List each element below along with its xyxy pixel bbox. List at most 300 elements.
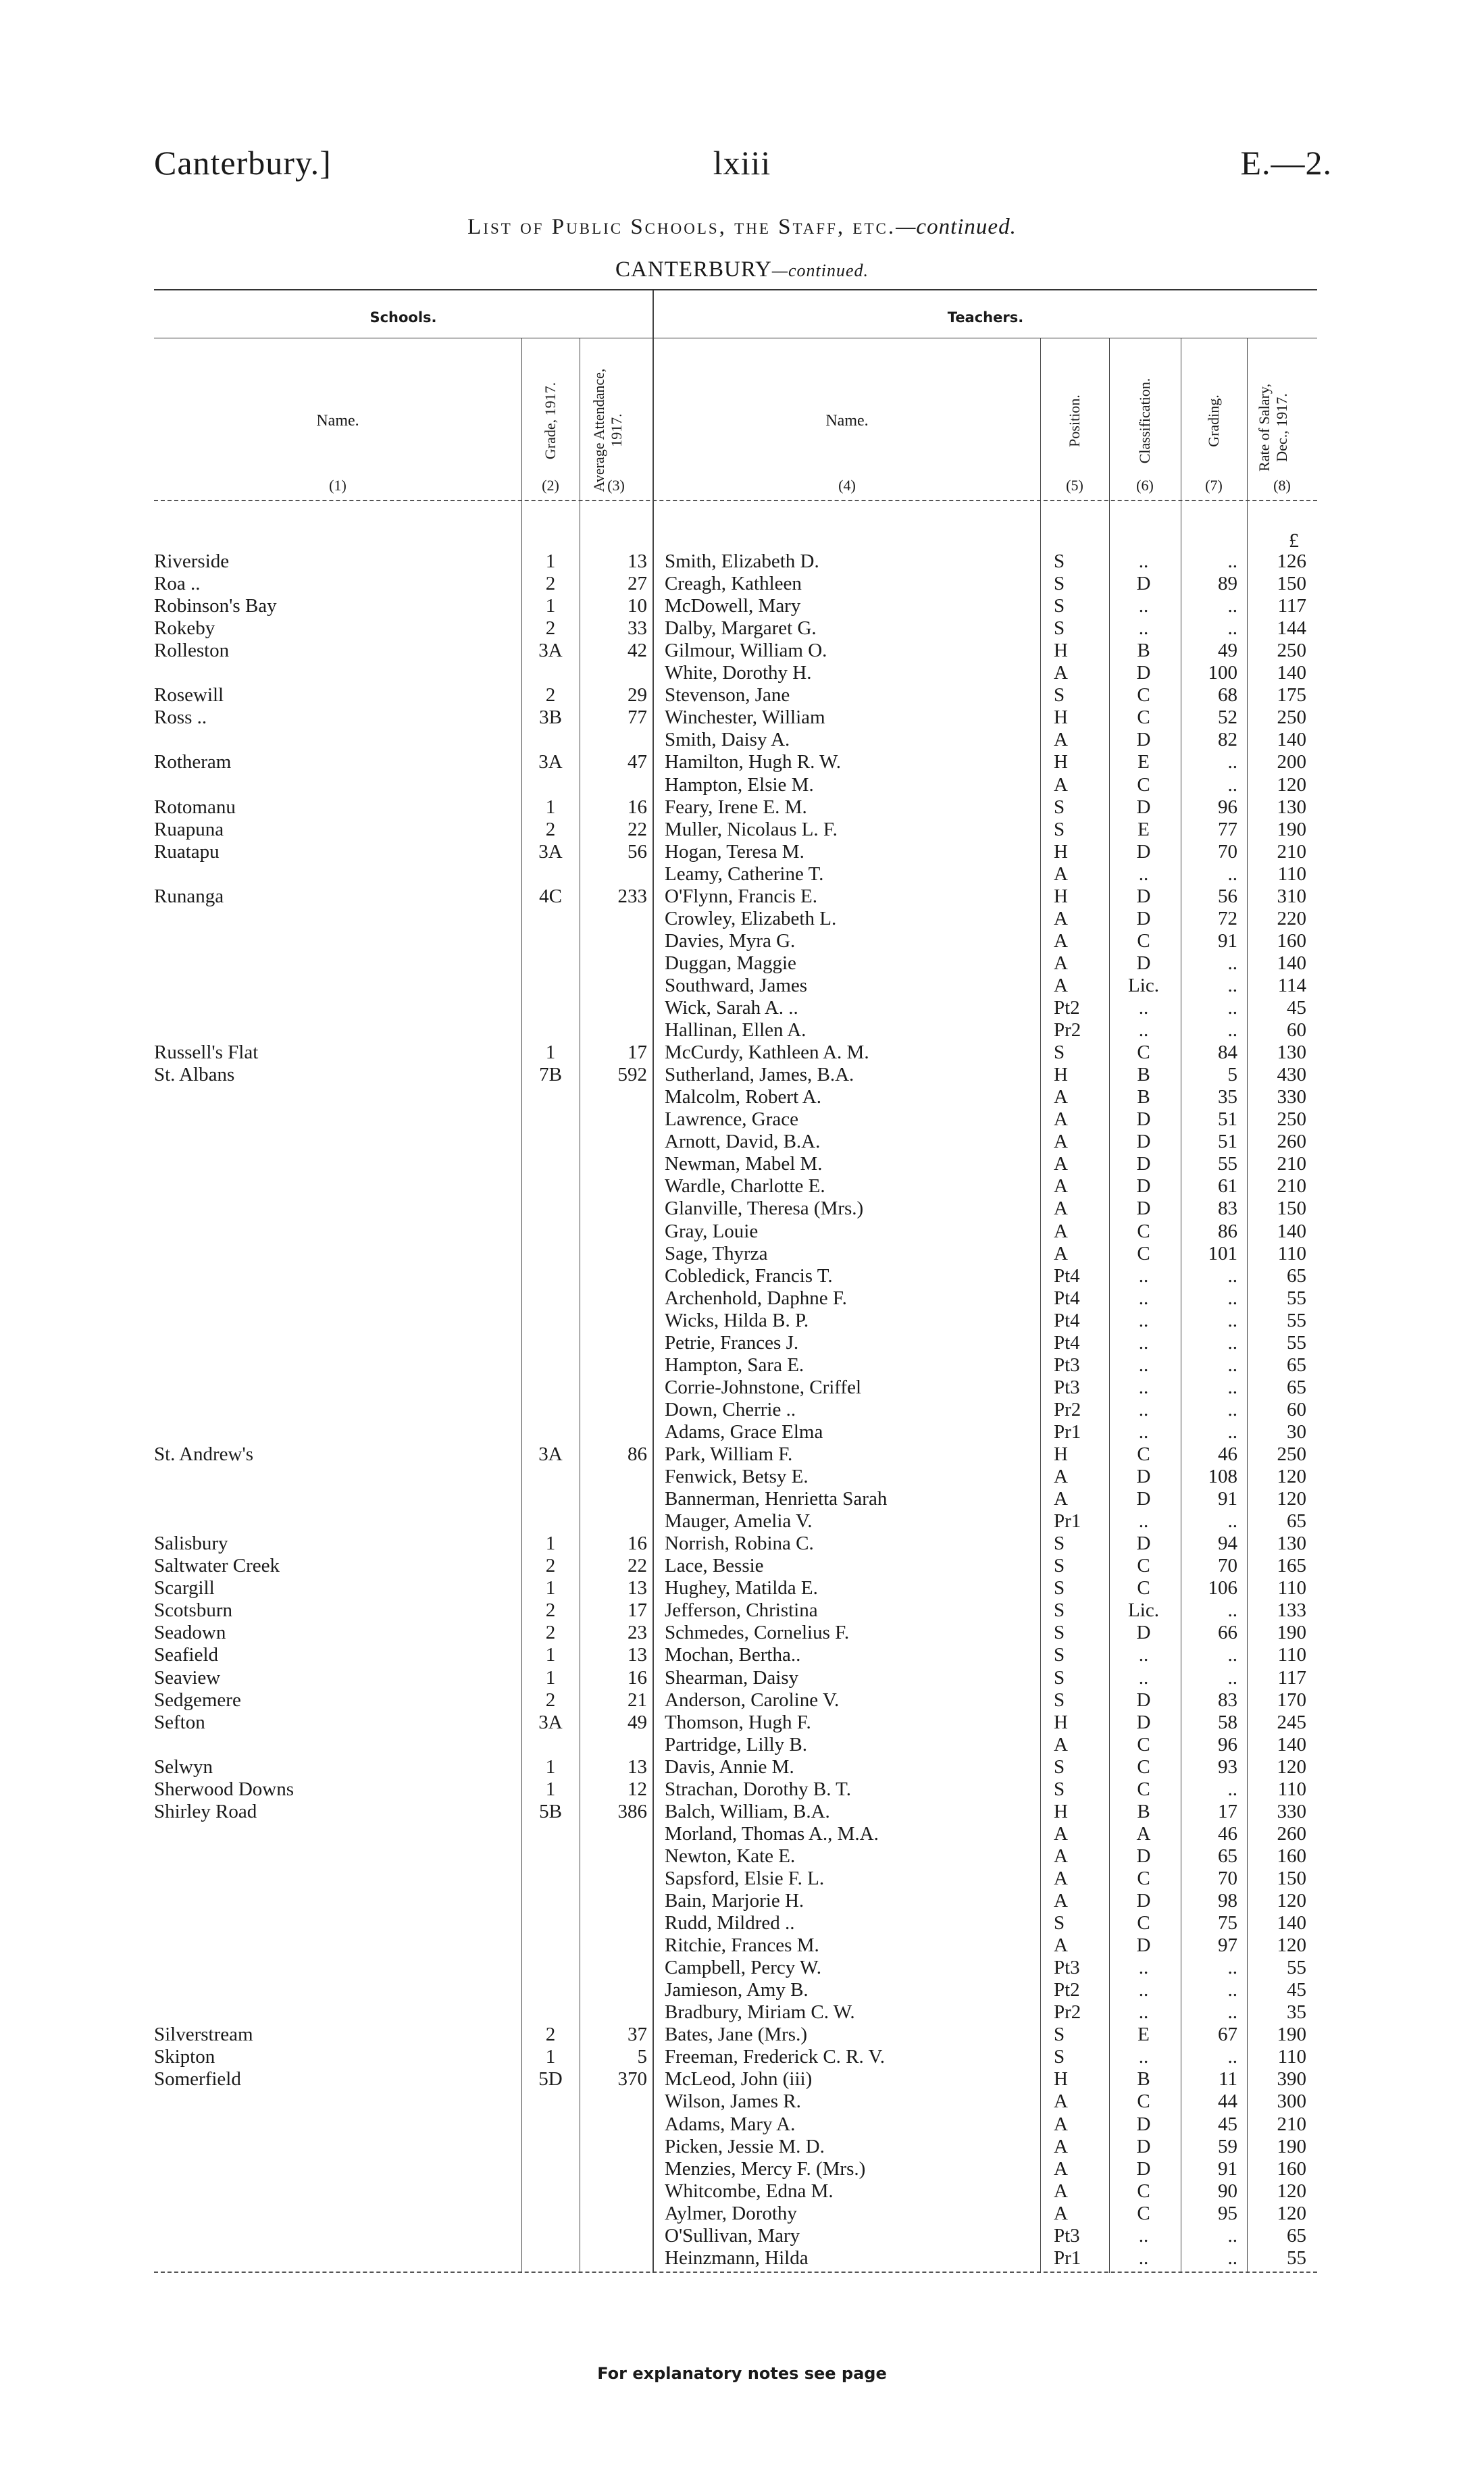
grade-cell: 1 (545, 1755, 556, 1778)
classification-cell: B (1137, 1086, 1150, 1108)
position-cell: A (1054, 907, 1068, 929)
col-number-4: (4) (838, 477, 856, 494)
attendance-cell: 56 (628, 840, 647, 863)
teacher-name-header: Name. (825, 412, 869, 430)
attendance-cell: 233 (617, 885, 647, 907)
teacher-name-cell: Lawrence, Grace (665, 1108, 799, 1131)
salary-cell: 120 (1277, 1488, 1306, 1510)
table-row (0, 1957, 1484, 1979)
grading-cell: 65 (1218, 1845, 1237, 1867)
attendance-cell: 42 (628, 640, 647, 662)
grading-cell: 95 (1218, 2202, 1237, 2224)
position-cell: H (1054, 751, 1068, 773)
salary-cell: 210 (1277, 1175, 1306, 1198)
teacher-name-cell: Hampton, Sara E. (665, 1354, 804, 1376)
salary-cell: 30 (1287, 1420, 1306, 1443)
salary-cell: 133 (1277, 1599, 1306, 1622)
attendance-cell: 16 (628, 1533, 647, 1555)
page-title-suffix: —continued. (896, 215, 1017, 239)
teacher-name-cell: Jefferson, Christina (665, 1599, 818, 1622)
grading-cell: .. (1227, 595, 1237, 617)
grading-cell: 91 (1218, 2157, 1237, 2180)
salary-cell: 130 (1277, 1533, 1306, 1555)
grade-cell: 2 (545, 684, 556, 707)
classification-cell: D (1136, 1175, 1151, 1198)
salary-cell: 150 (1277, 573, 1306, 595)
table-row (0, 1712, 1484, 1734)
grading-cell: .. (1227, 1287, 1237, 1309)
classification-cell: B (1137, 1800, 1150, 1822)
table-row (0, 707, 1484, 729)
page-number: lxiii (713, 144, 771, 182)
grading-cell: 89 (1218, 573, 1237, 595)
grading-cell: 77 (1218, 818, 1237, 840)
table-row (0, 1890, 1484, 1912)
position-cell: S (1054, 1533, 1065, 1555)
school-name-cell: Roa .. (154, 573, 201, 595)
teacher-name-cell: Smith, Elizabeth D. (665, 550, 819, 572)
salary-cell: 430 (1277, 1064, 1306, 1086)
teacher-name-cell: Ritchie, Frances M. (665, 1934, 819, 1957)
classification-cell: C (1137, 773, 1150, 796)
teacher-name-cell: Fenwick, Betsy E. (665, 1466, 809, 1488)
teacher-name-cell: Arnott, David, B.A. (665, 1131, 821, 1153)
salary-cell: 190 (1277, 818, 1306, 840)
teacher-name-cell: Winchester, William (665, 707, 825, 729)
classification-cell: C (1137, 1755, 1150, 1778)
grading-cell: .. (1227, 1420, 1237, 1443)
table-row (0, 1801, 1484, 1823)
table-row (0, 617, 1484, 640)
table-row (0, 1243, 1484, 1265)
running-header-right: E.—2. (1240, 144, 1332, 182)
table-row (0, 1689, 1484, 1712)
position-cell: Pt2 (1054, 997, 1080, 1019)
table-row (0, 1466, 1484, 1488)
school-name-cell: Riverside (154, 550, 230, 572)
teacher-name-cell: Park, William F. (665, 1443, 793, 1465)
grading-cell: 83 (1218, 1198, 1237, 1220)
grading-cell: 55 (1218, 1153, 1237, 1175)
classification-cell: E (1137, 2024, 1150, 2046)
position-cell: S (1054, 1755, 1065, 1778)
teacher-name-cell: Wicks, Hilda B. P. (665, 1309, 809, 1331)
teacher-name-cell: Sage, Thyrza (665, 1242, 768, 1264)
table-row (0, 1756, 1484, 1778)
position-cell: A (1054, 1198, 1068, 1220)
table-row (0, 1354, 1484, 1377)
attendance-cell: 17 (628, 1042, 647, 1064)
teacher-name-cell: Freeman, Frederick C. R. V. (665, 2046, 885, 2068)
table-row (0, 662, 1484, 684)
teacher-name-cell: Malcolm, Robert A. (665, 1086, 821, 1108)
col-number-3: (3) (607, 477, 625, 494)
classification-cell: C (1137, 1443, 1150, 1465)
table-row (0, 2024, 1484, 2046)
grading-cell: .. (1227, 1264, 1237, 1287)
grading-cell: .. (1227, 2046, 1237, 2068)
classification-cell: D (1136, 1153, 1151, 1175)
position-cell: A (1054, 1733, 1068, 1755)
table-row (0, 751, 1484, 773)
table-row (0, 1644, 1484, 1666)
grade-cell: 1 (545, 1778, 556, 1800)
position-cell: A (1054, 2113, 1068, 2135)
teacher-name-cell: Adams, Grace Elma (665, 1420, 823, 1443)
table-row (0, 2247, 1484, 2269)
salary-cell: 60 (1287, 1019, 1306, 1042)
grading-cell: .. (1227, 2001, 1237, 2024)
grading-cell: 94 (1218, 1533, 1237, 1555)
table-top-rule (154, 289, 1317, 290)
table-row (0, 952, 1484, 975)
position-cell: H (1054, 1800, 1068, 1822)
grading-cell: 51 (1218, 1108, 1237, 1131)
page-subtitle (0, 257, 1484, 282)
teacher-name-cell: Stevenson, Jane (665, 684, 790, 707)
classification-cell: E (1137, 751, 1150, 773)
salary-cell: 300 (1277, 2090, 1306, 2113)
salary-cell: 130 (1277, 1042, 1306, 1064)
school-name-cell: Seadown (154, 1622, 226, 1644)
teacher-name-cell: Mauger, Amelia V. (665, 1510, 813, 1533)
salary-cell: 55 (1287, 1331, 1306, 1354)
salary-cell: 110 (1277, 2046, 1306, 2068)
schools-group-header: Schools. (369, 309, 437, 326)
position-cell: H (1054, 1711, 1068, 1733)
position-cell: S (1054, 1689, 1065, 1711)
grading-cell: 83 (1218, 1689, 1237, 1711)
teacher-name-cell: Sutherland, James, B.A. (665, 1064, 854, 1086)
classification-cell: A (1136, 1822, 1151, 1845)
school-name-cell: Scotsburn (154, 1599, 232, 1622)
school-name-cell: Scargill (154, 1577, 215, 1599)
salary-cell: 120 (1277, 1890, 1306, 1911)
classification-cell: E (1137, 818, 1150, 840)
position-cell: S (1054, 818, 1065, 840)
salary-cell: 126 (1277, 550, 1306, 572)
classification-cell: D (1136, 907, 1151, 929)
teacher-name-cell: Rudd, Mildred .. (665, 1912, 795, 1934)
position-cell: A (1054, 1867, 1068, 1889)
school-name-cell: St. Albans (154, 1064, 235, 1086)
classification-cell: C (1137, 684, 1150, 707)
position-cell: A (1054, 773, 1068, 796)
table-row (0, 1868, 1484, 1890)
salary-cell: 175 (1277, 684, 1306, 707)
salary-cell: 310 (1277, 885, 1306, 907)
classification-cell: D (1136, 729, 1151, 751)
grading-cell: 93 (1218, 1755, 1237, 1778)
position-cell: S (1054, 1577, 1065, 1599)
col-number-2: (2) (542, 477, 559, 494)
classification-cell: .. (1138, 863, 1149, 885)
salary-cell: 150 (1277, 1198, 1306, 1220)
position-cell: S (1054, 2024, 1065, 2046)
grading-cell: .. (1227, 1510, 1237, 1533)
attendance-cell: 386 (617, 1800, 647, 1822)
table-row (0, 1131, 1484, 1153)
classification-cell: .. (1138, 1420, 1149, 1443)
teacher-name-cell: Sapsford, Elsie F. L. (665, 1867, 825, 1889)
teacher-name-cell: Wilson, James R. (665, 2090, 801, 2113)
school-name-cell: Seafield (154, 1644, 219, 1666)
salary-cell: 120 (1277, 773, 1306, 796)
salary-cell: 160 (1277, 929, 1306, 952)
grading-cell: 100 (1208, 662, 1237, 684)
position-cell: A (1054, 1822, 1068, 1845)
teacher-name-cell: Jamieson, Amy B. (665, 1979, 809, 2001)
table-row (0, 1175, 1484, 1198)
attendance-cell: 86 (628, 1443, 647, 1465)
grading-cell: .. (1227, 1331, 1237, 1354)
grading-cell: 17 (1218, 1800, 1237, 1822)
table-row (0, 2001, 1484, 2024)
grade-cell: 1 (545, 796, 556, 818)
salary-cell: 160 (1277, 1845, 1306, 1867)
classification-cell: D (1136, 573, 1151, 595)
teacher-name-cell: Davis, Annie M. (665, 1755, 794, 1778)
teacher-name-cell: Cobledick, Francis T. (665, 1264, 833, 1287)
grading-cell: .. (1227, 1354, 1237, 1376)
teachers-group-header: Teachers. (947, 309, 1024, 326)
classification-cell: .. (1138, 1979, 1149, 2001)
classification-cell: C (1137, 2202, 1150, 2224)
teacher-name-cell: Hampton, Elsie M. (665, 773, 814, 796)
position-cell: H (1054, 707, 1068, 729)
table-row (0, 930, 1484, 952)
attendance-cell: 22 (628, 1555, 647, 1577)
position-cell: A (1054, 974, 1068, 996)
salary-cell: 220 (1277, 907, 1306, 929)
grading-cell: 96 (1218, 1733, 1237, 1755)
position-cell: A (1054, 1220, 1068, 1242)
grade-cell: 1 (545, 1577, 556, 1599)
grading-cell: .. (1227, 1309, 1237, 1331)
school-name-cell: St. Andrew's (154, 1443, 254, 1465)
teacher-name-cell: Aylmer, Dorothy (665, 2202, 797, 2224)
table-row (0, 1019, 1484, 1042)
classification-cell: C (1137, 1867, 1150, 1889)
school-name-cell: Rokeby (154, 617, 215, 640)
teacher-name-cell: Menzies, Mercy F. (Mrs.) (665, 2157, 866, 2180)
classification-cell: D (1136, 1131, 1151, 1153)
teacher-name-cell: Archenhold, Daphne F. (665, 1287, 847, 1309)
grading-cell: 91 (1218, 1488, 1237, 1510)
classification-cell: B (1137, 640, 1150, 662)
classification-cell: .. (1138, 1666, 1149, 1689)
salary-cell: 110 (1277, 1778, 1306, 1800)
grading-cell: 56 (1218, 885, 1237, 907)
classification-cell: C (1137, 2090, 1150, 2113)
teacher-name-cell: McCurdy, Kathleen A. M. (665, 1042, 869, 1064)
teacher-name-cell: Gilmour, William O. (665, 640, 827, 662)
table-row (0, 573, 1484, 595)
position-cell: A (1054, 1466, 1068, 1488)
position-cell: A (1054, 662, 1068, 684)
grade-cell: 2 (545, 1622, 556, 1644)
classification-cell: .. (1138, 997, 1149, 1019)
attendance-cell: 370 (617, 2068, 647, 2090)
classification-cell: D (1136, 1108, 1151, 1131)
salary-cell: 45 (1287, 997, 1306, 1019)
teacher-name-cell: Hallinan, Ellen A. (665, 1019, 807, 1042)
grading-cell: 68 (1218, 684, 1237, 707)
salary-cell: 110 (1277, 1644, 1306, 1666)
grade-cell: 2 (545, 617, 556, 640)
position-cell: S (1054, 617, 1065, 640)
classification-cell: D (1136, 2113, 1151, 2135)
position-cell: A (1054, 863, 1068, 885)
col-number-7: (7) (1205, 477, 1223, 494)
classification-cell: .. (1138, 1354, 1149, 1376)
salary-cell: 114 (1277, 974, 1306, 996)
classification-cell: B (1137, 1064, 1150, 1086)
grading-cell: .. (1227, 1019, 1237, 1042)
position-cell: S (1054, 550, 1065, 572)
grade-cell: 3A (538, 751, 563, 773)
teacher-name-cell: O'Flynn, Francis E. (665, 885, 817, 907)
attendance-cell: 10 (628, 595, 647, 617)
salary-header: Rate of Salary, Dec., 1917. (1256, 384, 1290, 471)
position-cell: Pt3 (1054, 2224, 1080, 2247)
classification-cell: D (1136, 796, 1151, 818)
grading-cell: 59 (1218, 2135, 1237, 2157)
school-name-cell: Sedgemere (154, 1689, 241, 1711)
teacher-name-cell: Heinzmann, Hilda (665, 2247, 809, 2269)
classification-cell: .. (1138, 1510, 1149, 1533)
table-row (0, 2180, 1484, 2203)
teacher-name-cell: Schmedes, Cornelius F. (665, 1622, 850, 1644)
table-row (0, 1421, 1484, 1443)
attendance-cell: 27 (628, 573, 647, 595)
position-cell: Pt4 (1054, 1309, 1080, 1331)
table-row (0, 1153, 1484, 1175)
table-row (0, 729, 1484, 751)
grade-cell: 5D (538, 2068, 563, 2090)
table-row (0, 2046, 1484, 2068)
classification-cell: .. (1138, 1287, 1149, 1309)
classification-cell: D (1136, 885, 1151, 907)
page-title (0, 215, 1484, 240)
grading-cell: .. (1227, 751, 1237, 773)
salary-cell: 120 (1277, 1755, 1306, 1778)
grading-cell: 52 (1218, 707, 1237, 729)
table-row (0, 1912, 1484, 1934)
table-row (0, 2090, 1484, 2113)
classification-cell: D (1136, 1934, 1151, 1957)
col-number-5: (5) (1066, 477, 1083, 494)
teacher-name-cell: Feary, Irene E. M. (665, 796, 807, 818)
classification-cell: C (1137, 1042, 1150, 1064)
grading-cell: .. (1227, 1644, 1237, 1666)
teacher-name-cell: Bates, Jane (Mrs.) (665, 2024, 808, 2046)
grading-cell: .. (1227, 863, 1237, 885)
grading-cell: .. (1227, 773, 1237, 796)
running-header-left: Canterbury.] (154, 144, 332, 182)
position-cell: A (1054, 1153, 1068, 1175)
teacher-name-cell: Bannerman, Henrietta Sarah (665, 1488, 888, 1510)
grading-header: Grading. (1205, 394, 1222, 447)
school-name-header: Name. (316, 412, 359, 430)
table-row (0, 2158, 1484, 2180)
teacher-name-cell: Leamy, Catherine T. (665, 863, 824, 885)
salary-cell: 165 (1277, 1555, 1306, 1577)
grading-cell: 75 (1218, 1912, 1237, 1934)
school-name-cell: Shirley Road (154, 1800, 257, 1822)
teacher-name-cell: Lace, Bessie (665, 1555, 764, 1577)
classification-cell: Lic. (1128, 974, 1159, 996)
school-name-cell: Sherwood Downs (154, 1778, 295, 1800)
salary-cell: 35 (1287, 2001, 1306, 2024)
salary-cell: 200 (1277, 751, 1306, 773)
position-cell: Pt3 (1054, 1957, 1080, 1979)
grading-cell: 108 (1208, 1466, 1237, 1488)
grade-cell: 1 (545, 1644, 556, 1666)
teacher-name-cell: Davies, Myra G. (665, 929, 796, 952)
classification-header: Classification. (1136, 378, 1153, 464)
position-header: Position. (1066, 394, 1083, 447)
attendance-cell: 17 (628, 1599, 647, 1622)
position-cell: S (1054, 1912, 1065, 1934)
salary-cell: 140 (1277, 662, 1306, 684)
position-cell: A (1054, 729, 1068, 751)
classification-cell: C (1137, 2180, 1150, 2202)
table-row (0, 1845, 1484, 1868)
school-name-cell: Rotheram (154, 751, 232, 773)
position-cell: H (1054, 1064, 1068, 1086)
classification-cell: .. (1138, 617, 1149, 640)
grading-cell: .. (1227, 1398, 1237, 1420)
grading-cell: 45 (1218, 2113, 1237, 2135)
classification-cell: D (1136, 1622, 1151, 1644)
classification-cell: C (1137, 1242, 1150, 1264)
position-cell: A (1054, 1175, 1068, 1198)
teacher-name-cell: Campbell, Percy W. (665, 1957, 821, 1979)
position-cell: S (1054, 1555, 1065, 1577)
classification-cell: C (1137, 1912, 1150, 1934)
salary-cell: 65 (1287, 1264, 1306, 1287)
classification-cell: .. (1138, 1376, 1149, 1398)
classification-cell: B (1137, 2068, 1150, 2090)
grading-cell: .. (1227, 550, 1237, 572)
table-row (0, 819, 1484, 841)
grade-cell: 1 (545, 550, 556, 572)
attendance-cell: 16 (628, 1666, 647, 1689)
classification-cell: D (1136, 952, 1151, 974)
teacher-name-cell: Smith, Daisy A. (665, 729, 790, 751)
table-row (0, 841, 1484, 863)
salary-cell: 120 (1277, 1934, 1306, 1957)
position-cell: A (1054, 952, 1068, 974)
teacher-name-cell: Dalby, Margaret G. (665, 617, 817, 640)
position-cell: S (1054, 2046, 1065, 2068)
table-row (0, 1555, 1484, 1577)
position-cell: H (1054, 2068, 1068, 2090)
salary-cell: 55 (1287, 1309, 1306, 1331)
salary-cell: 190 (1277, 2024, 1306, 2046)
grading-cell: 72 (1218, 907, 1237, 929)
classification-cell: C (1137, 1555, 1150, 1577)
salary-cell: 60 (1287, 1398, 1306, 1420)
grading-cell: .. (1227, 2224, 1237, 2247)
table-row (0, 796, 1484, 819)
classification-cell: C (1137, 1778, 1150, 1800)
school-name-cell: Ross .. (154, 707, 207, 729)
grading-cell: 46 (1218, 1443, 1237, 1465)
table-row (0, 595, 1484, 617)
classification-cell: .. (1138, 1264, 1149, 1287)
